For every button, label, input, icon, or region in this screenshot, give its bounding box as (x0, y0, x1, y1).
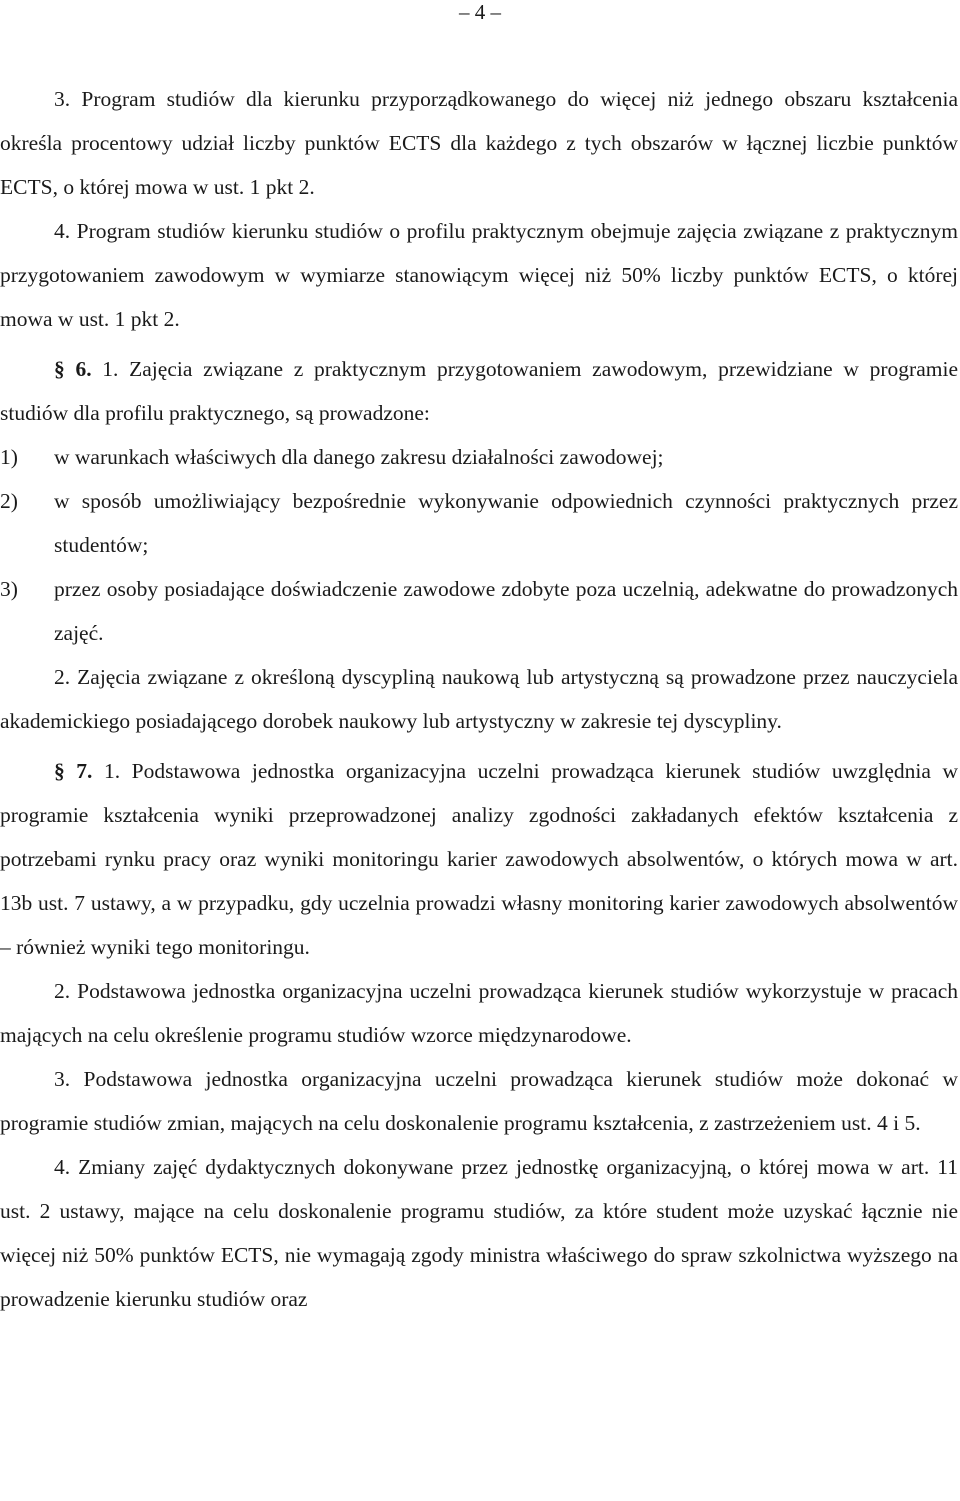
list-item (0, 479, 958, 567)
paragraph-3: 3. Program studiów dla kierunku przyporządkowanego do więcej niż jednego obszaru kształcenia określa procentowy udział liczby punktów ECTS dla każdego z tych obszarów w łącznej liczbie punktów ECTS, o której mowa w ust. 1 pkt 2. (0, 87, 958, 199)
section-6-paragraph-1-text: 1. Zajęcia związane z praktycznym przygotowaniem zawodowym, przewidziane w programie studiów dla profilu praktycznego, są prowadzone: (0, 357, 958, 425)
section-7-paragraph-3: 3. Podstawowa jednostka organizacyjna uczelni prowadząca kierunek studiów może dokonać w programie studiów zmian, mających na celu doskonalenie programu kształcenia, z zastrzeżeniem ust. 4 i 5. (0, 1067, 958, 1135)
list-item-number: 3) (0, 577, 18, 601)
list-item-text: w warunkach właściwych dla danego zakresu działalności zawodowej; (54, 445, 664, 469)
page-number: – 4 – (459, 0, 501, 24)
list-item-text: w sposób umożliwiający bezpośrednie wykonywanie odpowiednich czynności praktycznych przez studentów; (54, 489, 958, 557)
section-6-paragraph-2: 2. Zajęcia związane z określoną dyscypliną naukową lub artystyczną są prowadzone przez nauczyciela akademickiego posiadającego dorobek naukowy lub artystyczny w zakresie tej dyscypliny. (0, 665, 958, 733)
section-7-paragraph-2: 2. Podstawowa jednostka organizacyjna uczelni prowadząca kierunek studiów wykorzystuje w pracach mających na celu określenie programu studiów wzorce międzynarodowe. (0, 979, 958, 1047)
section-7-number: § 7. (54, 759, 93, 783)
section-7-paragraph-1-text: 1. Podstawowa jednostka organizacyjna uczelni prowadząca kierunek studiów uwzględnia w programie kształcenia wyniki przeprowadzonej analizy zgodności zakładanych efektów kształcenia z potrzebami rynku pracy oraz wyniki monitoringu karier zawodowych absolwentów, o których mowa w art. 13b ust. 7 ustawy, a w przypadku, gdy uczelnia prowadzi własny monitoring karier zawodowych absolwentów – również wyniki tego monitoringu. (0, 759, 959, 959)
document-body (0, 77, 958, 1321)
list-item-number: 2) (0, 489, 18, 513)
section-6-number: § 6. (54, 357, 92, 381)
list-item-text: przez osoby posiadające doświadczenie zawodowe zdobyte poza uczelnią, adekwatne do prowadzonych zajęć. (54, 577, 958, 645)
section-6-paragraph-1 (0, 347, 958, 435)
section-7-paragraph-4: 4. Zmiany zajęć dydaktycznych dokonywane przez jednostkę organizacyjną, o której mowa w art. 11 ust. 2 ustawy, mające na celu doskonalenie programu studiów, za które student może uzyskać łącznie nie więcej niż 50% punktów ECTS, nie wymagają zgody ministra właściwego do spraw szkolnictwa wyższego na prowadzenie kierunku studiów oraz (0, 1155, 958, 1311)
list-item (0, 567, 958, 655)
paragraph-4: 4. Program studiów kierunku studiów o profilu praktycznym obejmuje zajęcia związane z praktycznym przygotowaniem zawodowym w wymiarze stanowiącym więcej niż 50% liczby punktów ECTS, o której mowa w ust. 1 pkt 2. (0, 219, 958, 331)
section-7-paragraph-1 (0, 749, 958, 969)
list-item (0, 435, 958, 479)
list-item-number: 1) (0, 445, 18, 469)
